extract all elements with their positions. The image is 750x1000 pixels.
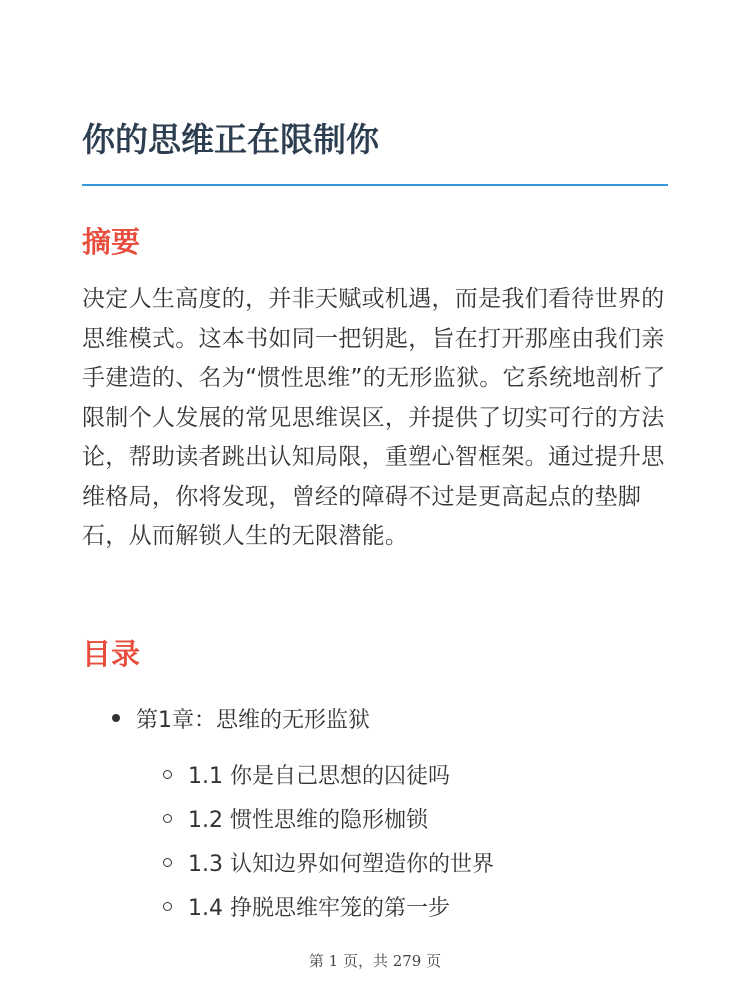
bullet-disc-icon xyxy=(112,714,120,722)
toc-section-label: 1.1 你是自己思想的囚徒吗 xyxy=(188,763,450,789)
toc-section-label: 1.3 认知边界如何塑造你的世界 xyxy=(188,851,494,877)
bullet-circle-icon xyxy=(163,814,172,823)
bullet-circle-icon xyxy=(163,858,172,867)
page-number-footer: 第 1 页，共 279 页 xyxy=(308,952,442,970)
bullet-circle-icon xyxy=(163,902,172,911)
bullet-circle-icon xyxy=(163,770,172,779)
toc-chapter-label: 第1章：思维的无形监狱 xyxy=(136,707,370,733)
toc-section-1-1[interactable] xyxy=(163,756,450,792)
book-title: 你的思维正在限制你 xyxy=(82,120,379,159)
toc-section-label: 1.4 挣脱思维牢笼的第一步 xyxy=(188,895,450,921)
toc-chapter-1[interactable] xyxy=(112,700,370,736)
toc-heading: 目录 xyxy=(82,637,141,671)
summary-heading: 摘要 xyxy=(82,225,141,259)
summary-body: 决定人生高度的，并非天赋或机遇，而是我们看待世界的思维模式。这本书如同一把钥匙，旨在打开那座由我们亲手建造的、名为“惯性思维”的无形监狱。它系统地剖析了限制个人发展的常见思维误区，并提供了切实可行的方法论，帮助读者跳出认知局限，重塑心智框架。通过提升思维格局，你将发现，曾经的障碍不过是更高起点的垫脚石，从而解锁人生的无限潜能。 xyxy=(82,286,666,549)
toc-section-label: 1.2 惯性思维的隐形枷锁 xyxy=(188,807,428,833)
toc-section-1-2[interactable] xyxy=(163,800,428,836)
title-divider xyxy=(82,184,668,186)
toc-section-1-3[interactable] xyxy=(163,844,494,880)
toc-section-1-4[interactable] xyxy=(163,888,450,924)
